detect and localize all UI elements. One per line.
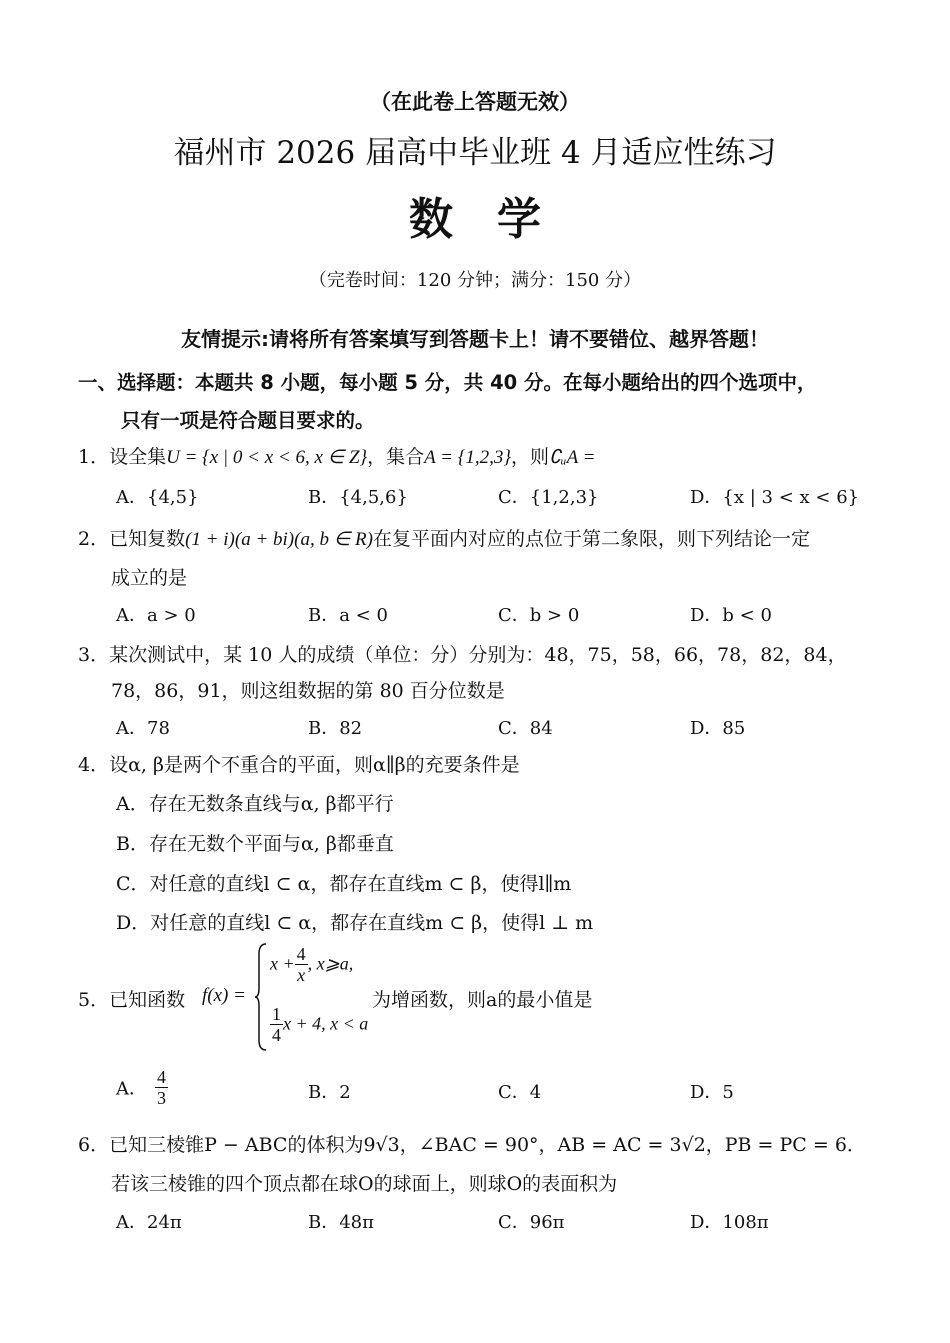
question-number: 5． — [78, 989, 110, 1011]
option-d: D．85 — [690, 718, 746, 739]
question-5-stem-end: 为增函数，则a的最小值是 — [372, 989, 593, 1011]
section-heading-line1: 一、选择题：本题共 8 小题，每小题 5 分，共 40 分。在每小题给出的四个选项中， — [78, 371, 817, 394]
set-a: A = {1,2,3} — [424, 447, 511, 468]
question-6-line2: 若该三棱锥的四个顶点都在球O的球面上，则球O的表面积为 — [111, 1173, 618, 1195]
section-heading-line2: 只有一项是符合题目要求的。 — [121, 409, 375, 432]
option-d: D．b < 0 — [690, 605, 772, 626]
option-c: C．对任意的直线l ⊂ α，都存在直线m ⊂ β，使得l∥m — [116, 873, 572, 895]
invalid-notice: （在此卷上答题无效） — [370, 89, 580, 114]
option-b: B．2 — [308, 1082, 351, 1103]
function-name: f(x) = — [202, 985, 246, 1006]
piecewise-case-2: $\frac{1}{4}$ x + 4, x < a — [272, 1004, 369, 1045]
option-c: C．{1,2,3} — [498, 487, 599, 508]
question-3-line2: 78，86，91，则这组数据的第 80 百分位数是 — [111, 680, 505, 702]
friendly-tip: 友情提示:请将所有答案填写到答题卡上！请不要错位、越界答题！ — [181, 327, 769, 351]
question-number: 2． — [78, 528, 110, 550]
set-u: U = {x | 0 < x < 6, x ∈ Z} — [166, 447, 368, 468]
option-b: B．存在无数个平面与α, β都垂直 — [116, 833, 394, 855]
option-b: B．a < 0 — [308, 605, 388, 626]
option-a: A．a > 0 — [116, 605, 196, 626]
question-2-stem: 2．已知复数(1 + i)(a + bi)(a, b ∈ R)在复平面内对应的点位于第二象限，则下列结论一定 — [78, 528, 810, 550]
option-d: D．108π — [690, 1212, 769, 1233]
exam-time: （完卷时间：120 分钟；满分：150 分） — [308, 270, 642, 291]
question-number: 6． — [78, 1134, 110, 1156]
option-a: A．78 — [116, 718, 170, 739]
option-a: A． $\frac{4}{3}$ — [116, 1067, 166, 1108]
question-number: 1． — [78, 446, 110, 468]
option-a: A．24π — [116, 1212, 182, 1233]
subject-title: 数学 — [409, 194, 585, 245]
option-b: B．82 — [308, 718, 363, 739]
question-5-label: 5．已知函数 — [78, 989, 186, 1011]
option-a: A．{4,5} — [116, 487, 199, 508]
question-3-stem: 3．某次测试中，某 10 人的成绩（单位：分）分别为：48，75，58，66，78，82，84， — [78, 644, 847, 666]
question-1-stem: 1．设全集U = {x | 0 < x < 6, x ∈ Z}，集合A = {1,2,3}，则∁ᵤA = — [78, 446, 596, 468]
question-6-stem: 6．已知三棱锥P − ABC的体积为9√3，∠BAC = 90°，AB = AC = 3√2，PB = PC = 6． — [78, 1134, 866, 1156]
question-number: 3． — [78, 644, 110, 666]
option-c: C．96π — [498, 1212, 565, 1233]
option-a: A．存在无数条直线与α, β都平行 — [116, 793, 394, 815]
question-4-stem: 4．设α, β是两个不重合的平面，则α∥β的充要条件是 — [78, 754, 520, 776]
left-brace — [254, 942, 268, 1052]
piecewise-case-1: x + $\frac{4}{x}$ , x⩾a, — [270, 944, 354, 985]
option-c: C．4 — [498, 1082, 542, 1103]
complex-expression: (1 + i)(a + bi)(a, b ∈ R) — [185, 529, 373, 550]
option-d: D．{x | 3 < x < 6} — [690, 487, 860, 508]
option-c: C．b > 0 — [498, 605, 580, 626]
option-d: D．对任意的直线l ⊂ α，都存在直线m ⊂ β，使得l ⊥ m — [116, 912, 594, 934]
complement-expression: ∁ᵤA = — [548, 447, 596, 468]
option-b: B．{4,5,6} — [308, 487, 408, 508]
option-b: B．48π — [308, 1212, 374, 1233]
exam-title: 福州市 2026 届高中毕业班 4 月适应性练习 — [173, 135, 777, 171]
option-d: D．5 — [690, 1082, 734, 1103]
option-c: C．84 — [498, 718, 553, 739]
question-2-line2: 成立的是 — [111, 567, 188, 589]
question-number: 4． — [78, 754, 110, 776]
